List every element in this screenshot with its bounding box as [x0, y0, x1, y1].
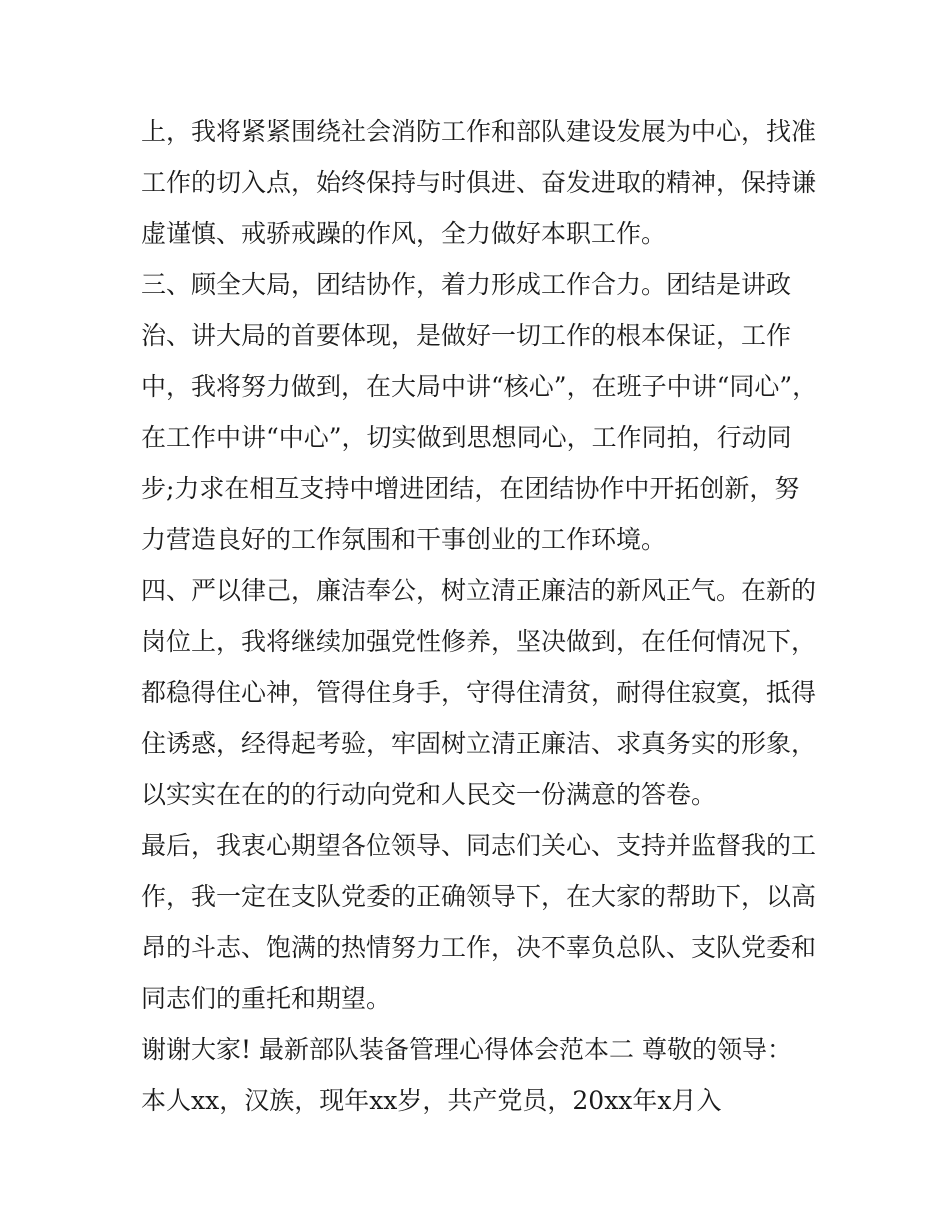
text-line: 同志们的重托和期望。 [141, 984, 392, 1013]
text-line: 上，我将紧紧围绕社会消防工作和部队建设发展为中心，找准 [141, 117, 817, 146]
text-line: 步;力求在相互支持中增进团结，在团结协作中开拓创新，努 [141, 474, 800, 503]
text-line: 住诱惑，经得起考验，牢固树立清正廉洁、求真务实的形象， [141, 729, 817, 758]
text-line: 昂的斗志、饱满的热情努力工作，决不辜负总队、支队党委和 [141, 933, 817, 962]
text-line: 本人xx，汉族，现年xx岁，共产党员，20xx年x月入 [141, 1086, 722, 1115]
text-line: 三、顾全大局，团结协作，着力形成工作合力。团结是讲政 [141, 270, 792, 299]
text-line: 虚谨慎、戒骄戒躁的作风，全力做好本职工作。 [141, 219, 667, 248]
text-line: 力营造良好的工作氛围和干事创业的工作环境。 [141, 525, 667, 554]
text-line: 在工作中讲“中心”，切实做到思想同心，工作同拍，行动同 [141, 423, 792, 452]
text-line: 工作的切入点，始终保持与时俱进、奋发进取的精神，保持谦 [141, 168, 817, 197]
document-body [141, 106, 831, 1126]
text-line: 都稳得住心神，管得住身手，守得住清贫，耐得住寂寞，抵得 [141, 678, 817, 707]
text-line: 作，我一定在支队党委的正确领导下，在大家的帮助下，以高 [141, 882, 817, 911]
text-line: 中，我将努力做到，在大局中讲“核心”，在班子中讲“同心”， [141, 372, 818, 401]
text-line: 岗位上，我将继续加强党性修养，坚决做到，在任何情况下， [141, 627, 817, 656]
text-line: 治、讲大局的首要体现，是做好一切工作的根本保证，工作 [141, 321, 792, 350]
text-line: 最后，我衷心期望各位领导、同志们关心、支持并监督我的工 [141, 831, 817, 860]
text-line: 谢谢大家! 最新部队装备管理心得体会范本二 尊敬的领导： [141, 1035, 792, 1064]
text-line: 四、严以律己，廉洁奉公，树立清正廉洁的新风正气。在新的 [141, 576, 817, 605]
text-line: 以实实在在的的行动向党和人民交一份满意的答卷。 [141, 780, 717, 809]
